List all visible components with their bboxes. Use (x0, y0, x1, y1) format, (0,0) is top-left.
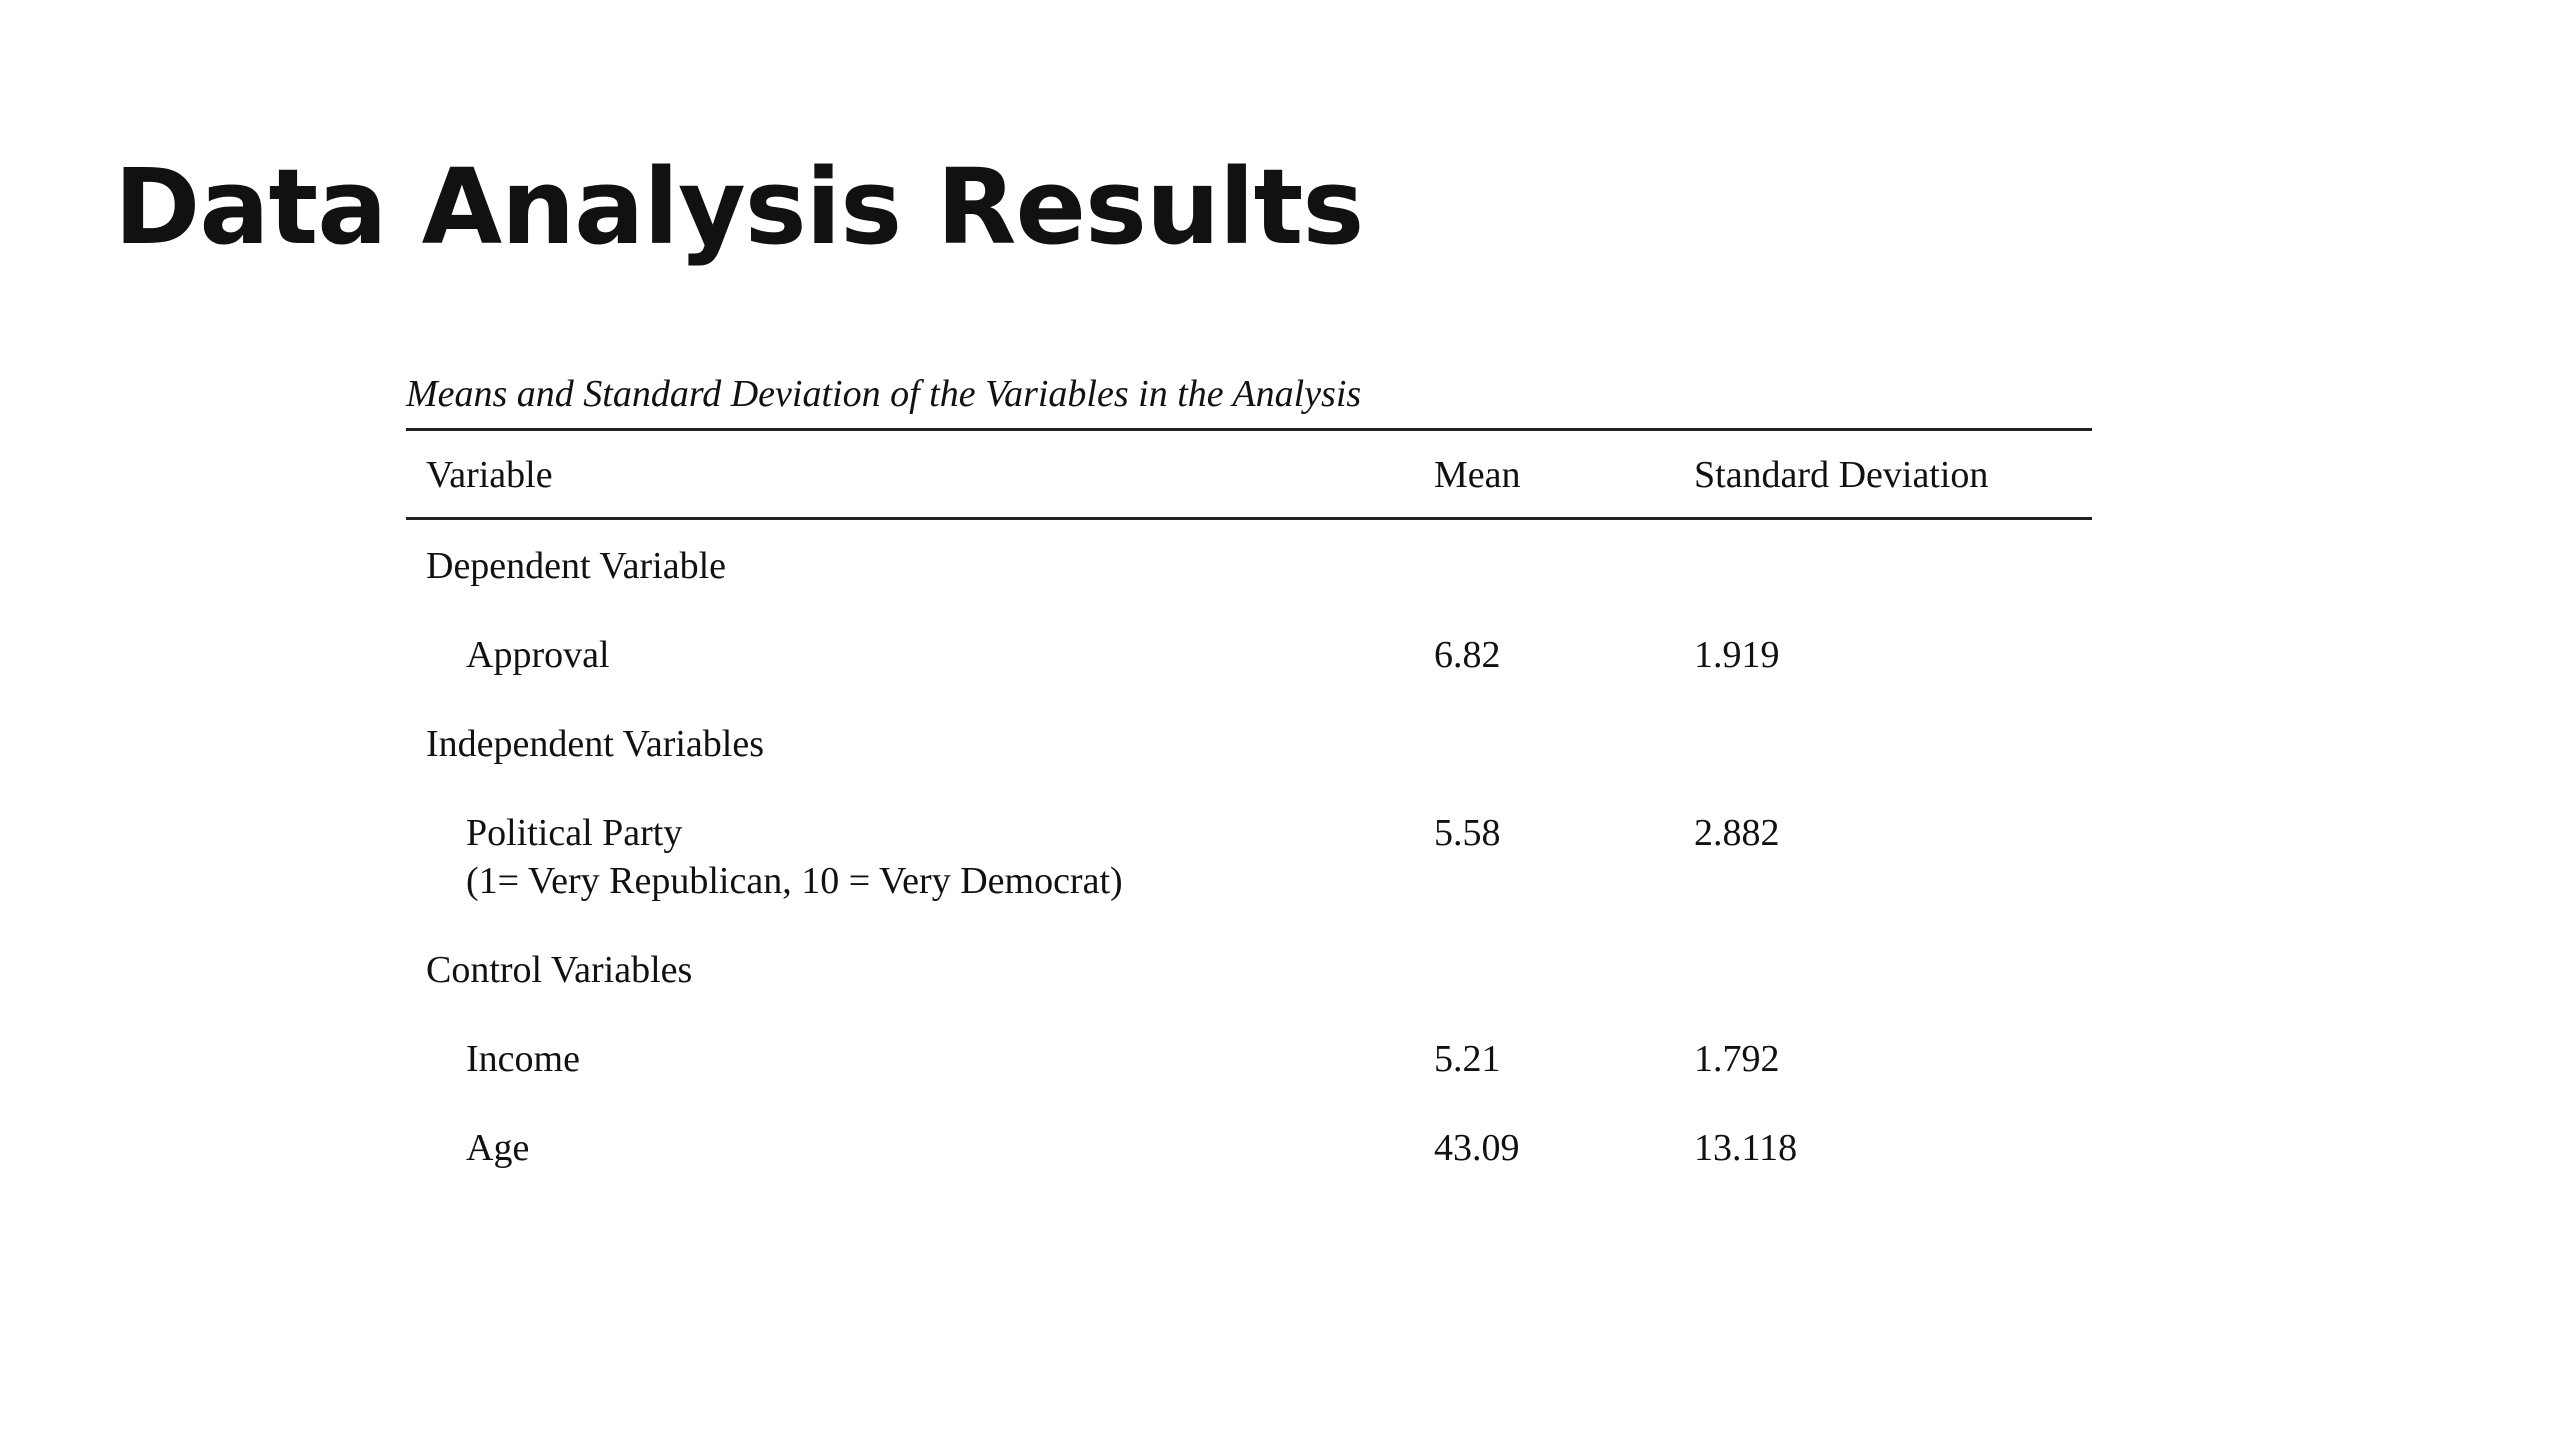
table-caption: Means and Standard Deviation of the Variables in the Analysis (406, 373, 1362, 415)
section-dependent (406, 520, 2092, 609)
section-label: Independent Variables (426, 723, 765, 765)
table-header-row (406, 431, 2092, 517)
section-label: Control Variables (426, 949, 693, 991)
row-label: Political Party (466, 812, 683, 854)
table-row-age (406, 1102, 2092, 1191)
row-sd: 1.792 (1694, 1038, 1780, 1080)
row-sd: 13.118 (1694, 1127, 1798, 1169)
row-sd: 1.919 (1694, 634, 1780, 676)
row-label-note: (1= Very Republican, 10 = Very Democrat) (466, 860, 1123, 902)
row-label: Approval (466, 634, 610, 676)
row-label: Age (466, 1127, 530, 1169)
header-standard-deviation: Standard Deviation (1694, 454, 1989, 496)
row-mean: 6.82 (1434, 634, 1501, 676)
row-mean: 43.09 (1434, 1127, 1520, 1169)
row-sd: 2.882 (1694, 812, 1780, 854)
table-row-approval (406, 609, 2092, 698)
header-mean: Mean (1434, 454, 1521, 496)
section-independent (406, 698, 2092, 787)
statistics-table (406, 372, 2092, 1191)
slide-title: Data Analysis Results (114, 146, 1364, 268)
section-control (406, 924, 2092, 1013)
row-mean: 5.58 (1434, 812, 1501, 854)
table-row-income (406, 1013, 2092, 1102)
table-row-political-party (406, 787, 2092, 924)
row-mean: 5.21 (1434, 1038, 1501, 1080)
row-label-group (466, 809, 1123, 905)
row-label: Income (466, 1038, 580, 1080)
header-variable: Variable (426, 454, 553, 496)
section-label: Dependent Variable (426, 545, 727, 587)
